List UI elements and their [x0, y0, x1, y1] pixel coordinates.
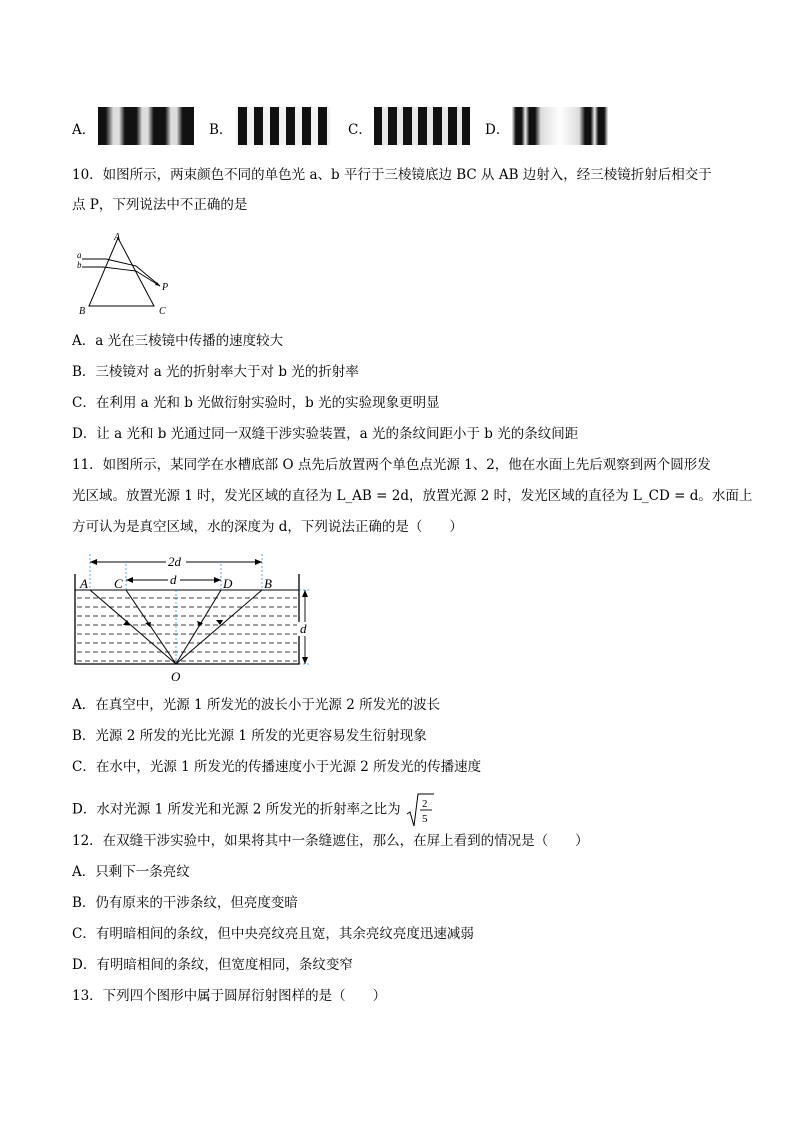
q10-option-c: C．在利用 a 光和 b 光做衍射实验时，b 光的实验现象更明显: [72, 395, 440, 411]
q10-prism-figure: [72, 230, 182, 316]
q9-option-c-fringe-image: [374, 107, 470, 145]
q12-stem: 12．在双缝干涉实验中，如果将其中一条缝遮住，那么，在屏上看到的情况是（ ）: [72, 833, 589, 849]
q9-option-a-label: A．: [72, 122, 96, 138]
q11-option-d-denominator: 5: [421, 813, 428, 825]
q11-stem-line3: 方可认为是真空区域，水的深度为 d，下列说法正确的是（ ）: [72, 519, 463, 535]
q12-option-a: A．只剩下一条亮纹: [72, 864, 190, 880]
q10-option-d: D．让 a 光和 b 光通过同一双缝干涉实验装置，a 光的条纹间距小于 b 光的条纹间距: [72, 426, 579, 442]
q10-fig-label-p: P: [162, 282, 169, 293]
q11-stem-line2: 光区域。放置光源 1 时，发光区域的直径为 L_AB = 2d，放置光源 2 时，发光区域的直径为 L_CD = d。水面上: [72, 488, 753, 504]
q11-water-tank-figure: [72, 550, 312, 686]
q11-option-d-text: D．水对光源 1 所发光和光源 2 所发光的折射率之比为: [72, 801, 401, 818]
q11-fig-label-d-side: d: [300, 621, 307, 636]
q10-fig-label-b-vertex: B: [79, 306, 86, 316]
q9-option-d-fringe-image: [512, 107, 608, 145]
q9-option-b-fringe-image: [236, 107, 330, 145]
q9-option-d-label: D．: [485, 122, 510, 138]
q11-option-a: A．在真空中，光源 1 所发光的波长小于光源 2 所发光的波长: [72, 697, 441, 713]
q13-stem: 13．下列四个图形中属于圆屏衍射图样的是（ ）: [72, 988, 387, 1004]
q11-option-c: C．在水中，光源 1 所发光的传播速度小于光源 2 所发光的传播速度: [72, 759, 482, 775]
q10-fig-label-c-vertex: C: [159, 306, 166, 316]
q9-option-b-label: B．: [209, 122, 233, 138]
q10-option-b: B．三棱镜对 a 光的折射率大于对 b 光的折射率: [72, 364, 359, 380]
q10-option-a: A．a 光在三棱镜中传播的速度较大: [72, 333, 284, 349]
q12-option-d: D．有明暗相间的条纹，但宽度相同，条纹变窄: [72, 957, 353, 973]
q11-fig-label-b: B: [264, 576, 272, 591]
q12-option-c: C．有明暗相间的条纹，但中央亮纹亮且宽，其余亮纹亮度迅速减弱: [72, 926, 474, 942]
q9-option-c-label: C．: [348, 122, 372, 138]
q9-option-a-fringe-image: [98, 107, 194, 145]
q11-fig-label-2d: 2d: [168, 554, 181, 569]
q11-option-d: [72, 792, 435, 828]
q11-option-d-numerator: 2: [421, 798, 428, 810]
q10-fig-label-a-vertex: A: [114, 232, 121, 243]
q11-option-b: B．光源 2 所发的光比光源 1 所发的光更容易发生衍射现象: [72, 728, 427, 744]
q11-fig-label-a: A: [80, 576, 88, 591]
q11-fig-label-c: C: [114, 576, 123, 591]
q10-stem-line1: 10．如图所示，两束颜色不同的单色光 a、b 平行于三棱镜底边 BC 从 AB 边射入，经三棱镜折射后相交于: [72, 167, 712, 183]
q11-fig-label-o: O: [171, 669, 181, 684]
q12-option-b: B．仍有原来的干涉条纹，但亮度变暗: [72, 895, 298, 911]
q10-stem-line2: 点 P，下列说法中不正确的是: [72, 197, 248, 213]
q10-fig-label-ray-a: a: [77, 250, 82, 260]
q10-fig-label-ray-b: b: [77, 260, 82, 270]
q11-stem-line1: 11．如图所示，某同学在水槽底部 O 点先后放置两个单色点光源 1、2，他在水面上先后观察到两个圆形发: [72, 457, 711, 473]
q11-fig-label-d: D: [223, 576, 233, 591]
q11-option-d-sqrt-fraction: [405, 792, 435, 828]
q11-fig-label-d-top: d: [170, 572, 177, 587]
